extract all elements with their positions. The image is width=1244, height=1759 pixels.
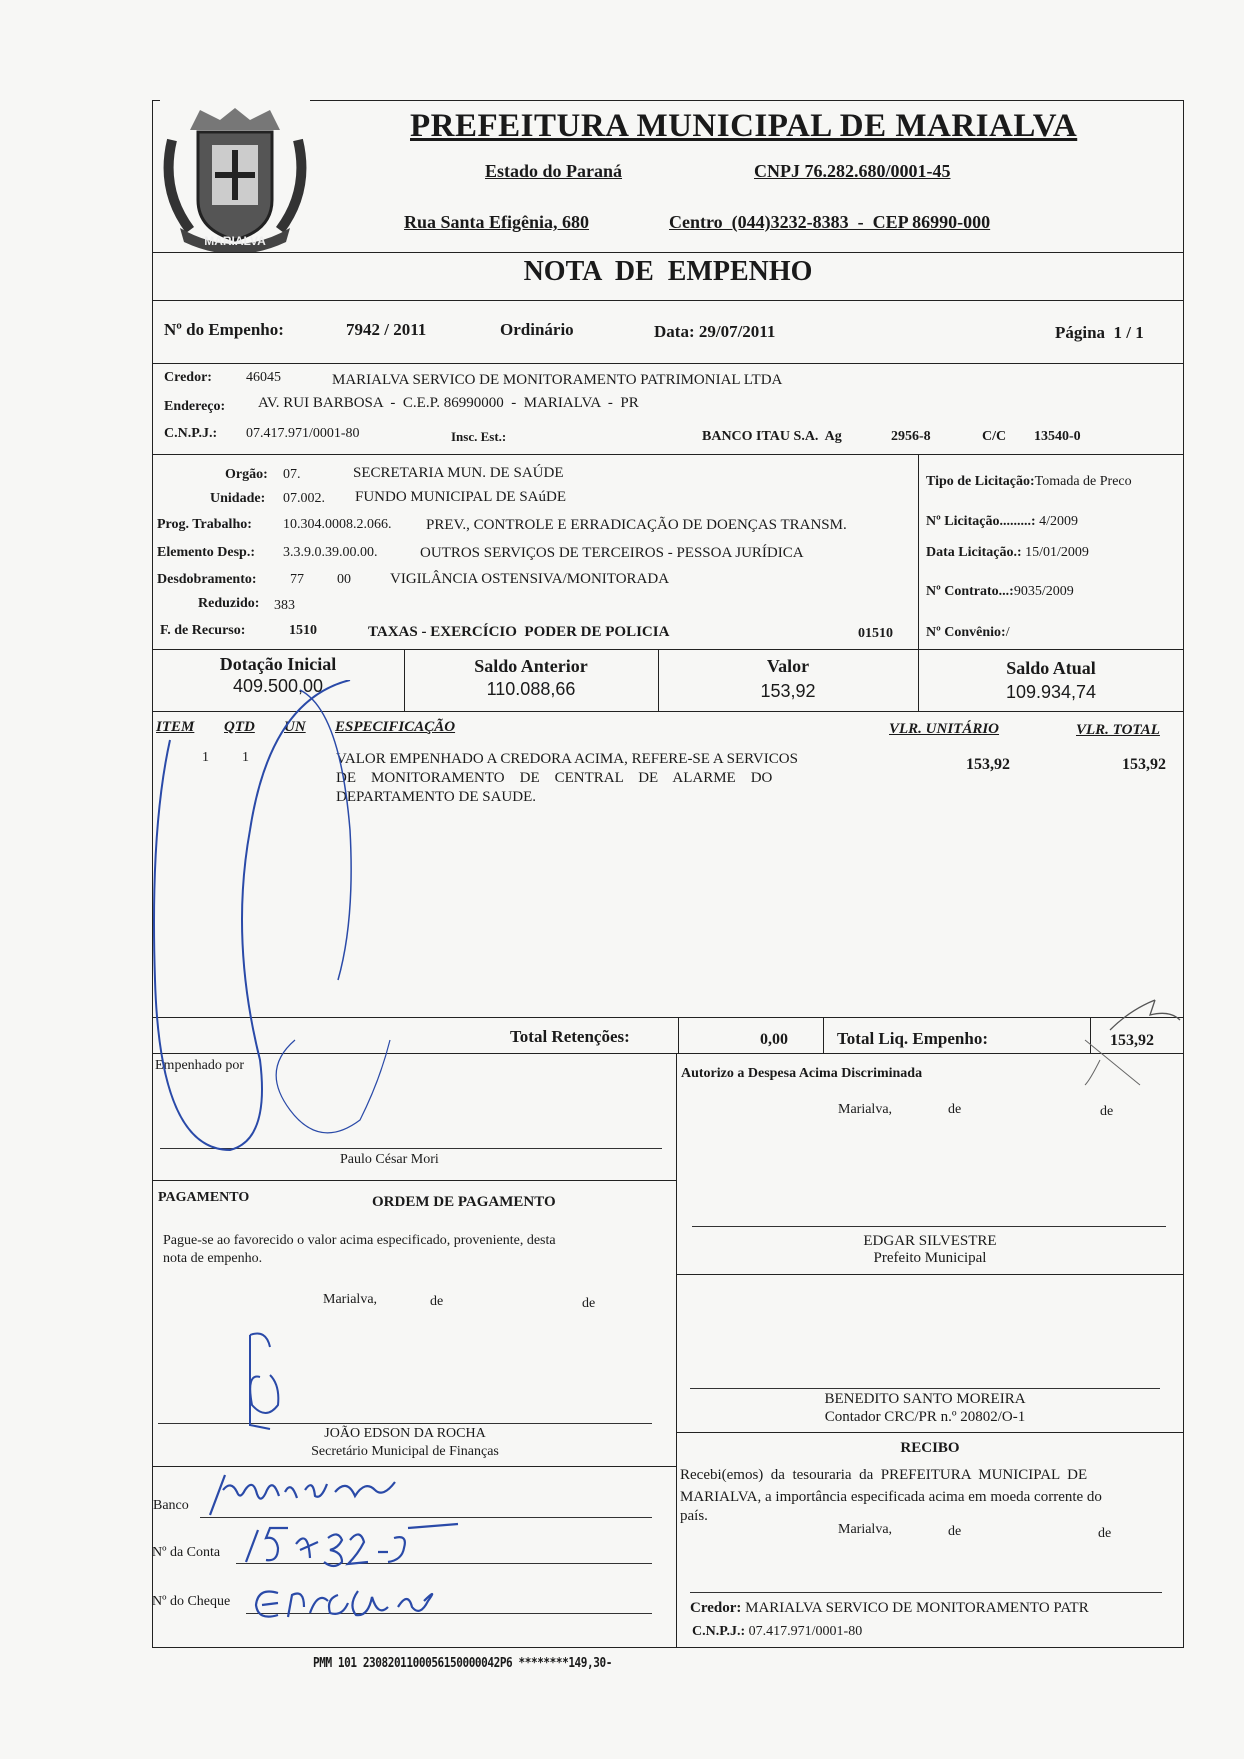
autorizo-city: Marialva, [838,1102,893,1117]
row-description-line2: DE MONITORAMENTO DE CENTRAL DE ALARME DO [336,770,773,786]
numero-convenio-label: Nº Convênio: [926,625,1006,640]
valor-label: Valor [766,656,810,676]
fonte-code-2: 01510 [858,626,893,641]
bank-agency: 2956-8 [891,429,931,444]
prog-label: Prog. Trabalho: [157,517,252,532]
retencoes-label: Total Retenções: [510,1027,630,1046]
tipo-licitacao-value: Tomada de Preco [1034,474,1132,489]
cnpj-label-creditor: C.N.P.J.: [164,426,218,441]
numero-contrato-label: Nº Contrato...: [926,584,1014,599]
document-title: NOTA DE EMPENHO [523,256,813,287]
secretary-role: Secretário Municipal de Finanças [311,1444,499,1459]
cheque-label: Nº do Cheque [152,1594,231,1609]
payment-de-2: de [582,1296,596,1311]
conta-label: Nº da Conta [152,1545,221,1560]
receipt-text-2: MARIALVA, a importância especificada acima em moeda corrente do [680,1489,1102,1505]
row-qtd: 1 [242,750,249,765]
fonte-name: TAXAS - EXERCÍCIO PODER DE POLICIA [368,624,670,640]
dotacao-value: 409.500,00 [232,676,324,696]
receipt-cnpj-label: C.N.P.J.: [692,1624,746,1639]
crest-banner-text: MARIALVA [204,234,266,248]
payment-city: Marialva, [323,1292,378,1307]
saldo-anterior-value: 110.088,66 [486,679,576,699]
desdobramento-a: 77 [290,572,304,587]
credor-name: MARIALVA SERVICO DE MONITORAMENTO PATRIMONIAL LTDA [332,372,783,388]
col-espec-header: ESPECIFICAÇÃO [335,719,456,735]
col-un-header: UN [284,719,306,735]
retencoes-value: 0,00 [760,1031,788,1048]
receipt-credor-name: MARIALVA SERVICO DE MONITORAMENTO PATR [745,1600,1089,1616]
receipt-text-3: país. [680,1508,708,1524]
data-licitacao-label: Data Licitação.: [926,545,1022,560]
mayor-role: Prefeito Municipal [873,1250,987,1266]
payment-text-1: Pague-se ao favorecido o valor acima especificado, proveniente, desta [163,1233,556,1248]
liquido-value: 153,92 [1110,1032,1154,1049]
row-unit-value: 153,92 [966,756,1010,773]
elemento-name: OUTROS SERVIÇOS DE TERCEIROS - PESSOA JURÍDICA [420,545,804,561]
receipt-text-1: Recebi(emos) da tesouraria da PREFEITURA MUNICIPAL DE [680,1467,1088,1483]
numero-convenio-value: / [1005,625,1010,640]
receipt-credor-label: Credor: [690,1600,742,1616]
receipt-credor [690,1600,1089,1617]
cnpj-label: CNPJ 76.282.680/0001-45 [754,161,951,181]
secretary-name: JOÃO EDSON DA ROCHA [324,1426,486,1441]
numero-convenio [926,625,1010,641]
receipt-city: Marialva, [838,1522,893,1537]
receipt-de-1: de [948,1524,962,1539]
numero-licitacao [926,514,1078,530]
address-label: Rua Santa Efigênia, 680 [404,212,590,232]
data-licitacao-value: 15/01/2009 [1025,545,1089,560]
tipo-licitacao-label: Tipo de Licitação: [926,474,1035,489]
prog-name: PREV., CONTROLE E ERRADICAÇÃO DE DOENÇAS TRANSM. [426,517,847,533]
numero-contrato [926,584,1074,600]
desdobramento-b: 00 [337,572,351,587]
tipo-licitacao [926,474,1132,490]
empenho-number-label: Nº do Empenho: [164,320,284,339]
orgao-code: 07. [283,467,301,482]
page-number: Página 1 / 1 [1055,323,1144,342]
row-description-line3: DEPARTAMENTO DE SAUDE. [336,789,536,805]
col-unit-header: VLR. UNITÁRIO [889,721,1000,737]
payment-text-2: nota de empenho. [163,1251,263,1266]
valor-value: 153,92 [760,681,816,701]
crest-icon [160,100,310,252]
accountant-name: BENEDITO SANTO MOREIRA [824,1391,1026,1407]
payment-de-1: de [430,1294,444,1309]
autorizo-de-1: de [948,1102,962,1117]
fonte-code: 1510 [289,623,317,638]
receipt-cnpj-value: 07.417.971/0001-80 [748,1624,863,1639]
unidade-code: 07.002. [283,491,325,506]
row-item: 1 [202,750,209,765]
liquido-label: Total Liq. Empenho: [837,1029,988,1048]
dotacao-label: Dotação Inicial [219,654,337,674]
empenhado-label: Empenhado por [155,1058,245,1073]
saldo-atual-label: Saldo Atual [1006,658,1096,678]
prog-code: 10.304.0008.2.066. [283,517,392,532]
desdobramento-name: VIGILÂNCIA OSTENSIVA/MONITORADA [390,571,670,587]
payment-order-label: ORDEM DE PAGAMENTO [372,1194,556,1210]
reduzido-code: 383 [274,598,295,613]
data-licitacao [926,545,1089,561]
orgao-name: SECRETARIA MUN. DE SAÚDE [353,465,564,481]
endereco-label: Endereço: [164,399,226,414]
empenho-type: Ordinário [500,320,574,339]
col-qtd-header: QTD [224,719,255,735]
orgao-label: Orgão: [225,467,268,482]
col-item-header: ITEM [156,719,195,735]
mayor-name: EDGAR SILVESTRE [863,1233,997,1249]
numero-licitacao-value: 4/2009 [1039,514,1078,529]
row-total-value: 153,92 [1122,756,1166,773]
state-label: Estado do Paraná [485,161,623,181]
receipt-title: RECIBO [900,1440,960,1456]
banco-label: Banco [153,1498,189,1513]
receipt-de-2: de [1098,1526,1112,1541]
municipality-title: PREFEITURA MUNICIPAL DE MARIALVA [410,108,1078,144]
numero-licitacao-label: Nº Licitação.........: [926,514,1036,529]
insc-est-label: Insc. Est.: [451,429,507,444]
unidade-name: FUNDO MUNICIPAL DE SAúDE [355,489,566,505]
empenhado-name: Paulo César Mori [340,1152,439,1167]
footer-code: PMM 101 2308201100056150000042P6 ********149,30- [313,1656,612,1671]
fonte-label: F. de Recurso: [160,623,246,638]
bank-account: 13540-0 [1034,429,1081,444]
row-description-line1: VALOR EMPENHADO A CREDORA ACIMA, REFERE-SE A SERVICOS [336,751,798,767]
elemento-code: 3.3.9.0.39.00.00. [283,545,378,560]
col-total-header: VLR. TOTAL [1076,722,1160,738]
saldo-anterior-label: Saldo Anterior [474,656,588,676]
elemento-label: Elemento Desp.: [157,545,255,560]
creditor-cnpj: 07.417.971/0001-80 [246,426,360,441]
endereco: AV. RUI BARBOSA - C.E.P. 86990000 - MARIALVA - PR [258,395,639,411]
saldo-atual-value: 109.934,74 [1005,682,1097,702]
address-rest: Centro (044)3232-8383 - CEP 86990-000 [669,212,991,232]
empenho-number: 7942 / 2011 [346,320,427,339]
credor-label: Credor: [164,370,212,385]
autorizo-label: Autorizo a Despesa Acima Discriminada [681,1066,923,1081]
autorizo-de-2: de [1100,1104,1114,1119]
desdobramento-label: Desdobramento: [157,572,257,587]
empenho-date: Data: 29/07/2011 [654,322,776,341]
unidade-label: Unidade: [210,491,266,506]
cc-label: C/C [982,429,1007,444]
accountant-role: Contador CRC/PR n.º 20802/O-1 [824,1409,1026,1425]
numero-contrato-value: 9035/2009 [1013,584,1074,599]
bank-label: BANCO ITAU S.A. Ag [702,429,842,444]
payment-label: PAGAMENTO [158,1190,250,1205]
reduzido-label: Reduzido: [198,596,260,611]
credor-code: 46045 [246,370,281,385]
receipt-cnpj [692,1624,862,1640]
